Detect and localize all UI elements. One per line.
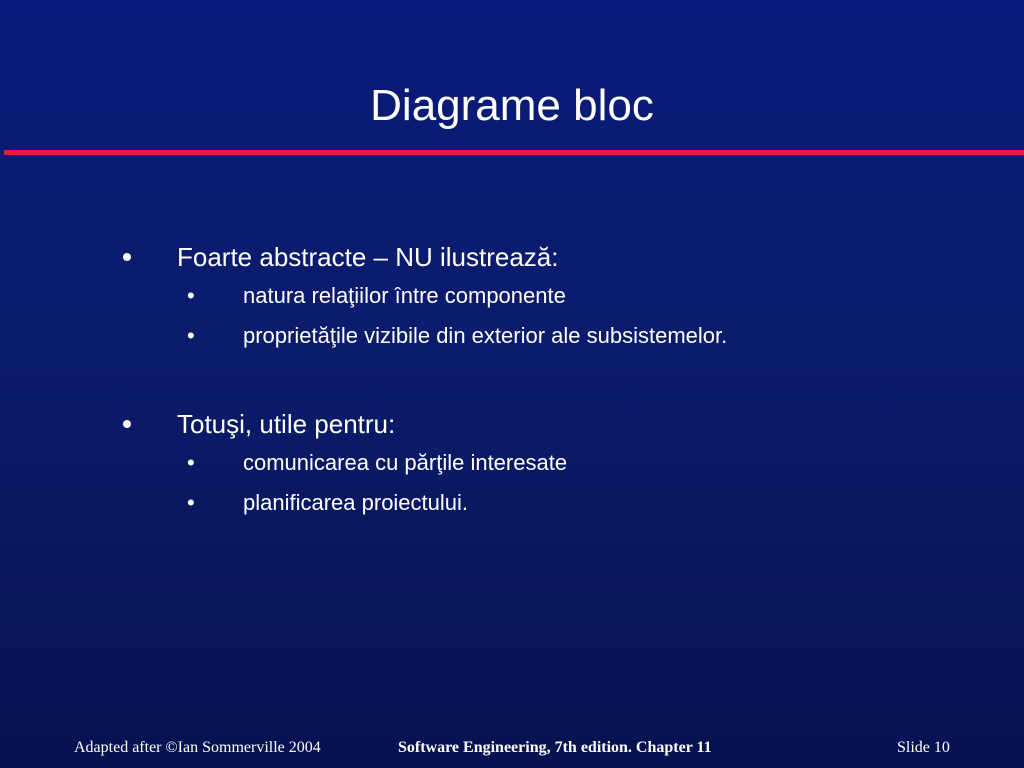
- sub-bullet-text: planificarea proiectului.: [243, 490, 469, 515]
- bullet-dot-icon: [123, 420, 131, 428]
- sub-bullet-text: proprietăţile vizibile din exterior ale subsistemelor.: [243, 323, 728, 348]
- sub-bullet-item: [0, 483, 1024, 523]
- sub-bullet-icon: •: [187, 323, 195, 348]
- footer-book-title: Software Engineering, 7th edition. Chapter 11: [398, 739, 712, 756]
- bullet-group-1: [0, 238, 1024, 356]
- bullet-dot-icon: [123, 253, 131, 261]
- bullet-item: [0, 238, 1024, 276]
- slide-title: Diagrame bloc: [370, 81, 654, 130]
- sub-bullet-icon: •: [187, 490, 195, 515]
- sub-bullet-item: [0, 443, 1024, 483]
- bullet-group-2: [0, 405, 1024, 523]
- sub-bullet-icon: •: [187, 450, 195, 475]
- footer-credit: Adapted after ©Ian Sommerville 2004: [74, 739, 321, 756]
- slide-number: Slide 10: [897, 739, 950, 756]
- sub-bullet-text: comunicarea cu părţile interesate: [243, 450, 568, 475]
- sub-bullet-item: [0, 316, 1024, 356]
- title-divider: [4, 150, 1024, 155]
- sub-bullet-text: natura relaţiilor între componente: [243, 283, 566, 308]
- sub-bullet-icon: •: [187, 283, 195, 308]
- bullet-text: Foarte abstracte – NU ilustrează:: [177, 242, 559, 272]
- bullet-text: Totuşi, utile pentru:: [177, 409, 396, 439]
- sub-bullet-item: [0, 276, 1024, 316]
- bullet-item: [0, 405, 1024, 443]
